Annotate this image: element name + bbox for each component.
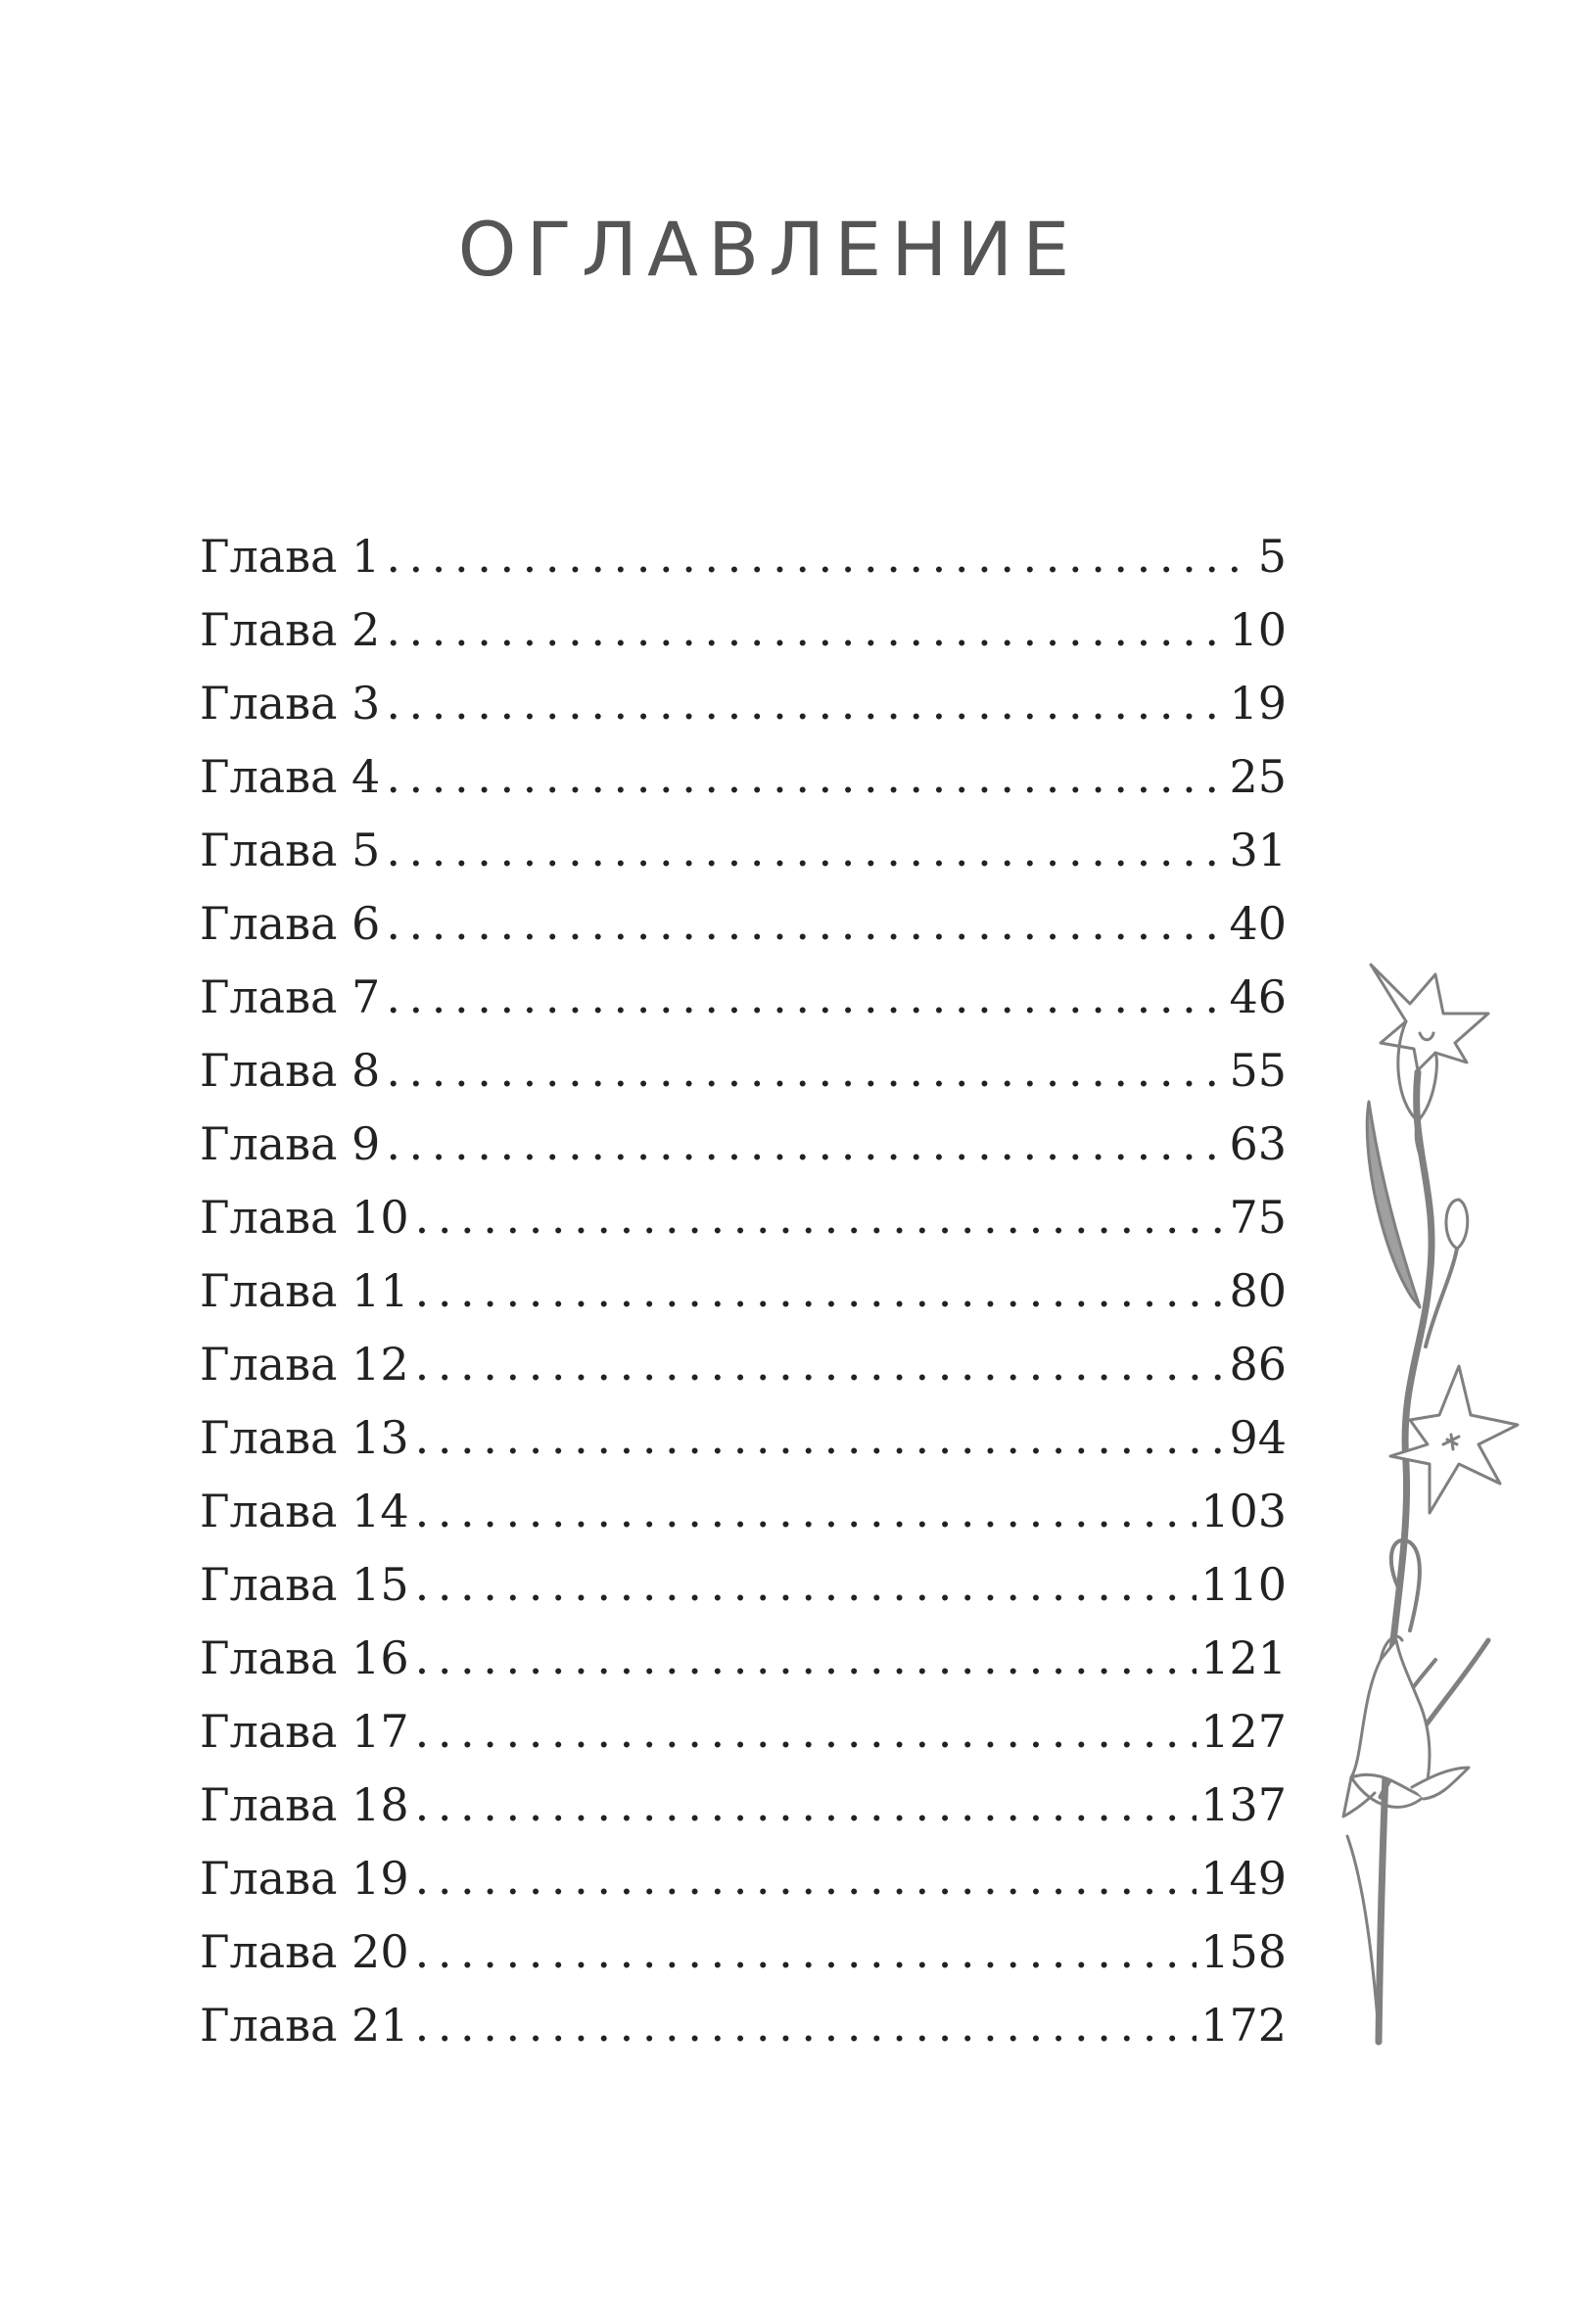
toc-entry[interactable] [200,1117,1287,1191]
toc-entry-page-number: 80 [1229,1264,1287,1317]
toc-entry-label: Глава 19 [200,1852,409,1905]
toc-entry-label: Глава 13 [200,1411,409,1464]
dot-leader [380,530,1253,583]
dot-leader [409,1778,1197,1831]
toc-entry-page-number: 63 [1229,1117,1287,1170]
dot-leader [380,1117,1225,1170]
toc-entry[interactable] [200,1264,1287,1338]
dot-leader [409,1485,1197,1537]
toc-entry[interactable] [200,1191,1287,1264]
toc-entry-page-number: 127 [1200,1705,1287,1758]
toc-entry-label: Глава 9 [200,1117,381,1170]
toc-entry-label: Глава 5 [200,824,381,876]
dot-leader [380,897,1225,950]
toc-entry[interactable] [200,1044,1287,1117]
toc-entry-page-number: 46 [1229,970,1287,1023]
toc-entry[interactable] [200,603,1287,677]
toc-entry-label: Глава 17 [200,1705,409,1758]
toc-entry[interactable] [200,1558,1287,1631]
dot-leader [380,970,1225,1023]
toc-entry-page-number: 86 [1229,1338,1287,1391]
toc-entry-label: Глава 20 [200,1925,409,1978]
toc-entry-page-number: 149 [1200,1852,1287,1905]
toc-entry-label: Глава 14 [200,1485,409,1537]
toc-entry[interactable] [200,1852,1287,1925]
dot-leader [409,1925,1197,1978]
toc-entry[interactable] [200,824,1287,897]
toc-entry-page-number: 31 [1229,824,1287,876]
dot-leader [409,1558,1197,1611]
dot-leader [409,1999,1197,2052]
dot-leader [380,677,1225,730]
toc-entry-label: Глава 2 [200,603,381,656]
bellflower-illustration [1341,955,1576,2052]
toc-entry-label: Глава 10 [200,1191,409,1244]
dot-leader [409,1631,1197,1684]
toc-entry[interactable] [200,1411,1287,1485]
toc-entry[interactable] [200,970,1287,1044]
toc-entry-label: Глава 1 [200,530,381,583]
toc-entry-page-number: 19 [1229,677,1287,730]
dot-leader [409,1264,1226,1317]
dot-leader [409,1191,1226,1244]
toc-entry[interactable] [200,677,1287,750]
dot-leader [409,1338,1226,1391]
toc-entry-page-number: 103 [1200,1485,1287,1537]
toc-entry[interactable] [200,1631,1287,1705]
toc-entry[interactable] [200,1999,1287,2072]
toc-entry-page-number: 55 [1229,1044,1287,1097]
toc-entry-label: Глава 18 [200,1778,409,1831]
toc-entry-label: Глава 11 [200,1264,409,1317]
dot-leader [380,824,1225,876]
toc-entry-label: Глава 8 [200,1044,381,1097]
toc-entry-label: Глава 21 [200,1999,409,2052]
dot-leader [409,1411,1226,1464]
toc-entry[interactable] [200,1778,1287,1852]
toc-entry-label: Глава 16 [200,1631,409,1684]
toc-entry-label: Глава 7 [200,970,381,1023]
table-of-contents [200,530,1287,2072]
toc-entry-label: Глава 12 [200,1338,409,1391]
toc-entry-page-number: 75 [1229,1191,1287,1244]
toc-entry[interactable] [200,1485,1287,1558]
toc-entry[interactable] [200,530,1287,603]
toc-entry[interactable] [200,1925,1287,1999]
toc-entry-page-number: 25 [1229,750,1287,803]
toc-entry[interactable] [200,750,1287,824]
toc-entry-page-number: 110 [1200,1558,1287,1611]
dot-leader [380,603,1225,656]
toc-entry-page-number: 121 [1200,1631,1287,1684]
dot-leader [380,750,1225,803]
toc-entry-label: Глава 6 [200,897,381,950]
dot-leader [380,1044,1225,1097]
toc-entry-page-number: 94 [1229,1411,1287,1464]
toc-entry-page-number: 158 [1200,1925,1287,1978]
dot-leader [409,1705,1197,1758]
toc-entry-page-number: 172 [1200,1999,1287,2052]
toc-entry-label: Глава 4 [200,750,381,803]
toc-entry-page-number: 10 [1229,603,1287,656]
toc-entry[interactable] [200,1705,1287,1778]
page-title: ОГЛАВЛЕНИЕ [457,206,1080,293]
toc-entry[interactable] [200,1338,1287,1411]
toc-entry-page-number: 5 [1257,530,1287,583]
toc-entry-label: Глава 3 [200,677,381,730]
toc-entry-label: Глава 15 [200,1558,409,1611]
dot-leader [409,1852,1197,1905]
toc-entry-page-number: 40 [1229,897,1287,950]
toc-entry-page-number: 137 [1200,1778,1287,1831]
toc-entry[interactable] [200,897,1287,970]
